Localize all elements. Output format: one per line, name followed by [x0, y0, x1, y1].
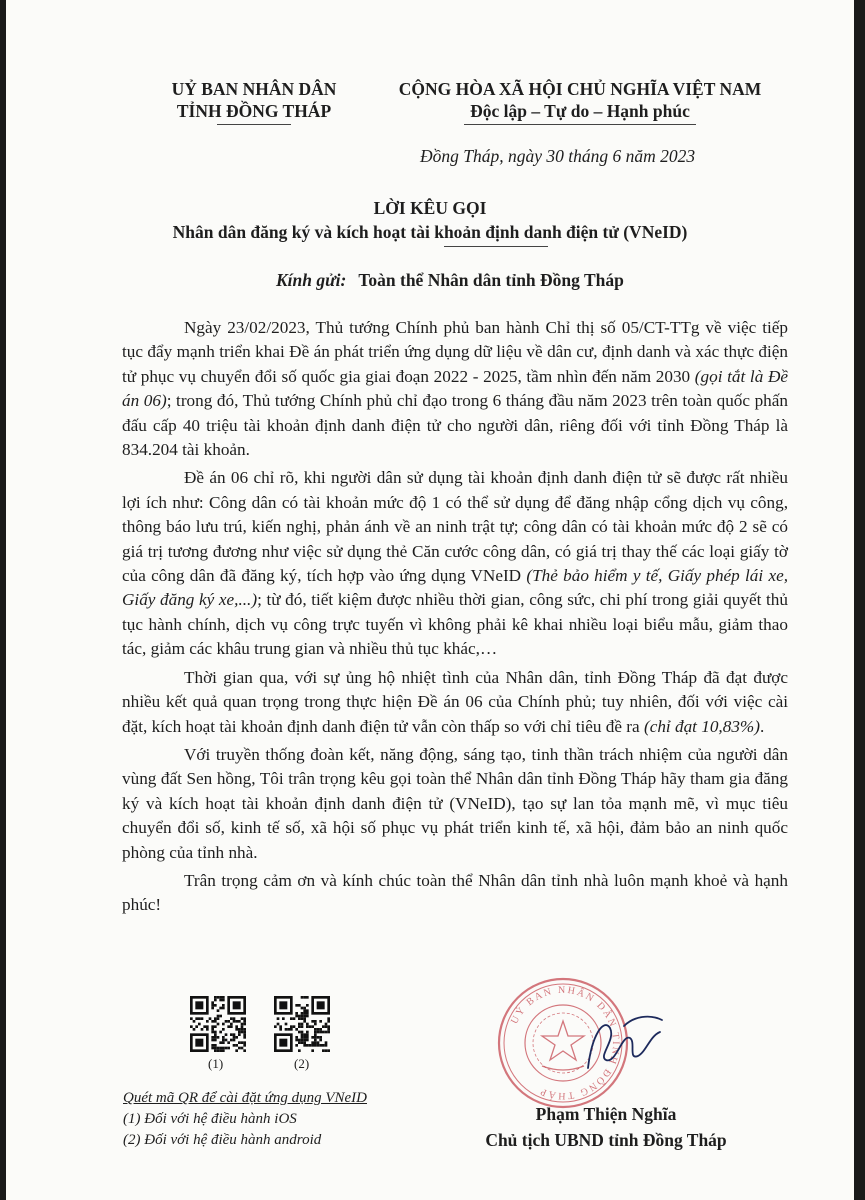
paragraph-3-italic: (chỉ đạt 10,83%) [643, 716, 760, 736]
paragraph-1 [122, 316, 788, 462]
date-line [420, 146, 695, 167]
date-month-label: tháng [568, 146, 609, 166]
paragraph-2-text-a: Đề án 06 chỉ rõ, khi người dân sử dụng tài khoản định danh điện tử sẽ được rất nhiều lợi ích như: Công dân có tài khoản mức độ 1 có thể sử dụng để đăng nhập cổng dịch vụ công, thông báo lưu trú, kiến nghị, phản ánh về an ninh trật tự; công dân có tài khoản mức độ 2 sẽ có giá trị tương đương như việc sử dụng thẻ Căn cước công dân, có giá trị thay thế các loại giấy tờ của công dân đã đăng ký, tích hợp vào ứng dụng VNeID [122, 468, 788, 586]
authority-line-1: UỶ BAN NHÂN DÂN [171, 79, 337, 99]
national-motto [370, 78, 790, 122]
paragraph-1-text-a: Ngày 23/02/2023, Thủ tướng Chính phủ ban hành Chỉ thị số 05/CT-TTg về việc tiếp tục đẩy mạnh triển khai Đề án phát triển ứng dụng dữ liệu về dân cư, định danh và xác thực điện tử phục vụ chuyển đổi số quốc gia giai đoạn 2022 - 2025, tầm nhìn đến năm 2030 [122, 318, 788, 386]
seal-star-icon [542, 1021, 584, 1060]
document-title: LỜI KÊU GỌI [373, 198, 487, 218]
addressee-label: Kính gửi: [276, 270, 347, 290]
subtitle-underline [444, 246, 548, 247]
handwritten-signature [580, 1004, 668, 1082]
paragraph-2-text-b: ; từ đó, tiết kiệm được nhiều thời gian, công sức, chi phí trong giải quyết thủ tục hành chính, dịch vụ công trực tuyến vì không phải kê khai nhiều loại biểu mẫu, giảm thao tác, giảm các khâu trung gian và nhiều thủ tục khác,… [122, 590, 788, 659]
qr-instruction-title: Quét mã QR để cài đặt ứng dụng VNeID [123, 1090, 367, 1106]
paragraph-2 [122, 466, 788, 661]
issuing-authority [154, 78, 354, 122]
qr-instruction-ios: (1) Đối với hệ điều hành iOS [123, 1111, 297, 1127]
qr-code-ios[interactable] [190, 996, 246, 1052]
paragraph-1-italic: (gọi tắt là Đề án 06) [122, 366, 788, 411]
qr-label-android: (2) [294, 1056, 310, 1071]
document-subtitle: Nhân dân đăng ký và kích hoạt tài khoản định danh điện tử (VNeID) [172, 222, 688, 242]
paragraph-3-text-b: . [759, 716, 765, 736]
motto: Độc lập – Tự do – Hạnh phúc [470, 101, 690, 121]
document-body [122, 316, 788, 918]
paragraph-3-text-a: Thời gian qua, với sự ủng hộ nhiệt tình của Nhân dân, tỉnh Đồng Tháp đã đạt được nhiều kết quả quan trọng trong thực hiện Đề án 06 của Chính phủ; tuy nhiên, đối với việc cài đặt, kích hoạt tài khoản định danh điện tử vẫn còn thấp so với chỉ tiêu đề ra [122, 667, 788, 736]
authority-line-2: TỈNH ĐỒNG THÁP [176, 101, 332, 121]
date-month: 6 [612, 146, 622, 166]
qr-instruction-android: (2) Đối với hệ điều hành android [123, 1132, 322, 1148]
date-day: 30 [546, 146, 564, 166]
paragraph-3 [122, 666, 788, 739]
paragraph-4: Với truyền thống đoàn kết, năng động, sáng tạo, tinh thần trách nhiệm của người dân vùng đất Sen hồng, Tôi trân trọng kêu gọi toàn thể Nhân dân tỉnh Đồng Tháp hãy tham gia đăng ký và kích hoạt tài khoản định danh điện tử (VNeID), tạo sự lan tỏa mạnh mẽ, vì mục tiêu chuyển đổi số, kinh tế số, xã hội số phục vụ phát triển kinh tế, xã hội, đảm bảo an ninh quốc phòng của tỉnh nhà. [122, 744, 788, 862]
authority-underline [217, 124, 291, 125]
addressee [276, 270, 624, 291]
seal-text: UỶ BAN NHÂN DÂN TỈNH ĐỒNG THÁP [509, 984, 622, 1102]
paragraph-5: Trân trọng cảm ơn và kính chúc toàn thể Nhân dân tỉnh nhà luôn mạnh khoẻ và hạnh phúc! [122, 870, 788, 915]
motto-underline [464, 124, 696, 125]
date-year: 2023 [660, 146, 696, 166]
signer-name: Phạm Thiện Nghĩa [535, 1104, 677, 1124]
qr-instructions [123, 1088, 367, 1151]
paragraph-1-text-b: ; trong đó, Thủ tướng Chính phủ chỉ đạo trong 6 tháng đầu năm 2023 trên toàn quốc phấn đấu cấp 40 triệu tài khoản định danh điện tử cho người dân, riêng đối với tỉnh Đồng Tháp là 834.204 tài khoản. [122, 391, 788, 460]
date-year-label: năm [625, 146, 656, 166]
qr-label-ios: (1) [208, 1056, 224, 1071]
addressee-text: Toàn thể Nhân dân tỉnh Đồng Tháp [358, 270, 624, 290]
paragraph-2-italic: (Thẻ bảo hiểm y tế, Giấy phép lái xe, Giấy đăng ký xe,...) [122, 566, 788, 610]
document-page [6, 0, 854, 1200]
qr-code-android[interactable] [274, 996, 330, 1052]
date-prefix: Đồng Tháp, ngày [420, 146, 543, 166]
country-name: CỘNG HÒA XÃ HỘI CHỦ NGHĨA VIỆT NAM [398, 79, 762, 99]
signer-position: Chủ tịch UBND tỉnh Đồng Tháp [485, 1130, 727, 1150]
